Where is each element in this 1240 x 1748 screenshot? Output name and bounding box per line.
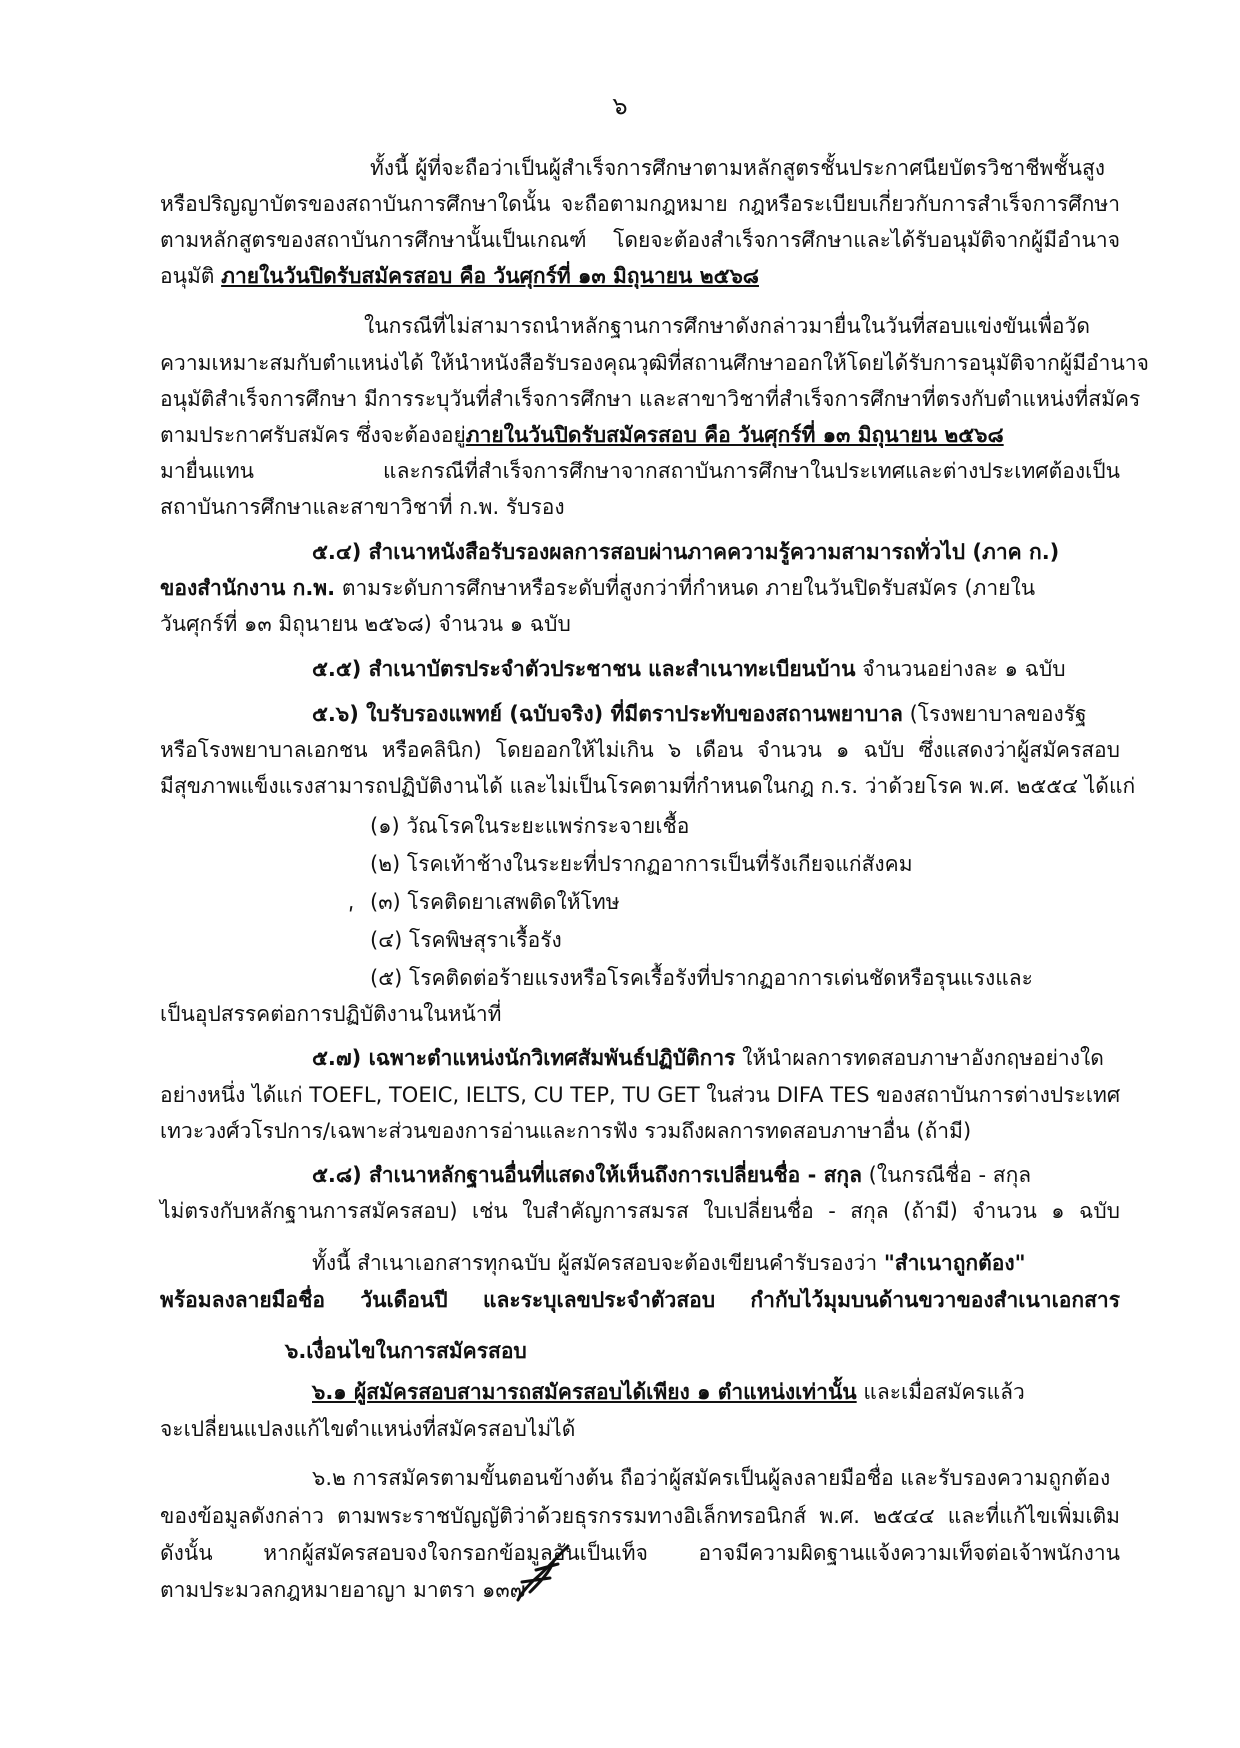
cert-quote: "สำเนาถูกต้อง" <box>883 1251 1026 1275</box>
disease-1: (๑) วัณโรคในระยะแพร่กระจายเชื้อ <box>370 814 690 838</box>
item-5-4-line-1: ๕.๔) สำเนาหนังสือรับรองผลการสอบผ่านภาคความรู้ความสามารถทั่วไป (ภาค ก.) <box>312 540 1060 564</box>
item-5-4-line-3: วันศุกร์ที่ ๑๓ มิถุนายน ๒๕๖๘) จำนวน ๑ ฉบับ <box>160 612 571 636</box>
item-5-4-line-2-rest: ตามระดับการศึกษาหรือระดับที่สูงกว่าที่กำหนด ภายในวันปิดรับสมัคร (ภายใน <box>335 576 1036 600</box>
rule-6-1-line-1 <box>312 1374 1120 1410</box>
disease-5-cont: เป็นอุปสรรคต่อการปฏิบัติงานในหน้าที่ <box>160 1002 502 1026</box>
p2-line-5: มายื่นแทน และกรณีที่สำเร็จการศึกษาจากสถาบันการศึกษาในประเทศและต่างประเทศต้องเป็น <box>160 459 1120 483</box>
item-5-7-rest: ให้นำผลการทดสอบภาษาอังกฤษอย่างใด <box>735 1046 1104 1070</box>
p2-line-1: ในกรณีที่ไม่สามารถนำหลักฐานการศึกษาดังกล่าวมายื่นในวันที่สอบแข่งขันเพื่อวัด <box>364 314 1090 338</box>
disease-4: (๔) โรคพิษสุราเรื้อรัง <box>370 928 562 952</box>
item-5-7-line-3: เทวะวงศ์วโรปการ/เฉพาะส่วนของการอ่านและการฟัง รวมถึงผลการทดสอบภาษาอื่น (ถ้ามี) <box>160 1119 972 1143</box>
handwritten-tick-mark: ʹ <box>348 905 355 930</box>
disease-2: (๒) โรคเท้าช้างในระยะที่ปรากฏอาการเป็นที่รังเกียจแก่สังคม <box>370 852 913 876</box>
rule-6-1-heading: ๖.๑ ผู้สมัครสอบสามารถสมัครสอบได้เพียง ๑ ตำแหน่งเท่านั้น <box>312 1380 857 1404</box>
p1-deadline: ภายในวันปิดรับสมัครสอบ คือ วันศุกร์ที่ ๑๓ มิถุนายน ๒๕๖๘ <box>221 264 759 288</box>
p2-line-4 <box>160 417 1120 453</box>
item-5-7-line-2: อย่างหนึ่ง ได้แก่ TOEFL, TOEIC, IELTS, CU TEP, TU GET ในส่วน DIFA TES ของสถาบันการต่างประเทศ <box>160 1083 1121 1107</box>
p2-deadline: ภายในวันปิดรับสมัครสอบ คือ วันศุกร์ที่ ๑๓ มิถุนายน ๒๕๖๘ <box>465 423 1004 447</box>
disease-5: (๕) โรคติดต่อร้ายแรงหรือโรคเรื้อรังที่ปรากฏอาการเด่นชัดหรือรุนแรงและ <box>370 966 1033 990</box>
item-5-6-heading: ๕.๖) ใบรับรองแพทย์ (ฉบับจริง) ที่มีตราประทับของสถานพยาบาล <box>312 702 903 726</box>
rule-6-2-line-2: ของข้อมูลดังกล่าว ตามพระราชบัญญัติว่าด้วยธุรกรรมทางอิเล็กทรอนิกส์ พ.ศ. ๒๕๔๔ และที่แก้ไขเพิ่มเติม <box>160 1504 1120 1528</box>
rule-6-2-line-1: ๖.๒ การสมัครตามขั้นตอนข้างต้น ถือว่าผู้สมัครเป็นผู้ลงลายมือชื่อ และรับรองความถูกต้อง <box>312 1466 1111 1490</box>
p2-line-4-lead: ตามประกาศรับสมัคร ซึ่งจะต้องอยู่ <box>160 423 466 447</box>
item-5-7-line-1 <box>312 1040 1120 1076</box>
section-6-title: ๖.เงื่อนไขในการสมัครสอบ <box>285 1339 527 1363</box>
handwritten-initial-signature <box>510 1530 580 1610</box>
rule-6-1-rest: และเมื่อสมัครแล้ว <box>856 1380 1025 1404</box>
p1-line-1: ทั้งนี้ ผู้ที่จะถือว่าเป็นผู้สำเร็จการศึกษาตามหลักสูตรชั้นประกาศนียบัตรวิชาชีพชั้นสูง <box>370 156 1106 180</box>
item-5-6-line-3: มีสุขภาพแข็งแรงสามารถปฏิบัติงานได้ และไม่เป็นโรคตามที่กำหนดในกฎ ก.ร. ว่าด้วยโรค พ.ศ. ๒๕๕๔ ได้แก่ <box>160 774 1136 798</box>
item-5-8-line-1 <box>312 1157 1120 1193</box>
item-5-7-heading: ๕.๗) เฉพาะตำแหน่งนักวิเทศสัมพันธ์ปฏิบัติการ <box>312 1046 736 1070</box>
disease-3: (๓) โรคติดยาเสพติดให้โทษ <box>370 890 620 914</box>
item-5-6-line-1 <box>312 696 1120 732</box>
cert-line-1 <box>312 1245 1120 1281</box>
item-5-5-rest: จำนวนอย่างละ ๑ ฉบับ <box>855 657 1066 681</box>
item-5-6-rest: (โรงพยาบาลของรัฐ <box>902 702 1087 726</box>
item-5-5-heading: ๕.๕) สำเนาบัตรประจำตัวประชาชน และสำเนาทะเบียนบ้าน <box>312 657 856 681</box>
item-5-5-line-1 <box>312 651 1120 687</box>
page-number: ๖ <box>612 92 628 120</box>
cert-line-2: พร้อมลงลายมือชื่อ วันเดือนปี และระบุเลขประจำตัวสอบ กำกับไว้มุมบนด้านขวาของสำเนาเอกสาร <box>160 1288 1120 1312</box>
item-5-8-heading: ๕.๘) สำเนาหลักฐานอื่นที่แสดงให้เห็นถึงการเปลี่ยนชื่อ - สกุล <box>312 1163 862 1187</box>
item-5-4-office: ของสำนักงาน ก.พ. <box>160 576 336 600</box>
rule-6-2-line-4: ตามประมวลกฎหมายอาญา มาตรา ๑๓๗ <box>160 1578 526 1602</box>
item-5-8-line-2: ไม่ตรงกับหลักฐานการสมัครสอบ) เช่น ใบสำคัญการสมรส ใบเปลี่ยนชื่อ - สกุล (ถ้ามี) จำนวน ๑ ฉบับ <box>160 1199 1120 1223</box>
p2-line-3: อนุมัติสำเร็จการศึกษา มีการระบุวันที่สำเร็จการศึกษา และสาขาวิชาที่สำเร็จการศึกษาที่ตรงกับตำแหน่งที่สมัคร <box>160 387 1141 411</box>
item-5-8-rest: (ในกรณีชื่อ - สกุล <box>862 1163 1032 1187</box>
item-5-4-line-2 <box>160 570 1120 606</box>
p1-line-2: หรือปริญญาบัตรของสถาบันการศึกษาใดนั้น จะถือตามกฎหมาย กฎหรือระเบียบเกี่ยวกับการสำเร็จการศึกษา <box>160 192 1120 216</box>
p2-line-6: สถาบันการศึกษาและสาขาวิชาที่ ก.พ. รับรอง <box>160 495 565 519</box>
rule-6-1-line-2: จะเปลี่ยนแปลงแก้ไขตำแหน่งที่สมัครสอบไม่ได้ <box>160 1417 576 1441</box>
p1-line-4-lead: อนุมัติ <box>160 264 222 288</box>
item-5-6-line-2: หรือโรงพยาบาลเอกชน หรือคลินิก) โดยออกให้ไม่เกิน ๖ เดือน จำนวน ๑ ฉบับ ซึ่งแสดงว่าผู้สมัครสอบ <box>160 738 1120 762</box>
p1-line-4 <box>160 258 1120 294</box>
cert-lead: ทั้งนี้ สำเนาเอกสารทุกฉบับ ผู้สมัครสอบจะต้องเขียนคำรับรองว่า <box>312 1251 884 1275</box>
p2-line-2: ความเหมาะสมกับตำแหน่งได้ ให้นำหนังสือรับรองคุณวุฒิที่สถานศึกษาออกให้โดยได้รับการอนุมัติจากผู้มีอำนาจ <box>160 351 1149 375</box>
rule-6-2-line-3: ดังนั้น หากผู้สมัครสอบจงใจกรอกข้อมูลอันเป็นเท็จ อาจมีความผิดฐานแจ้งความเท็จต่อเจ้าพนักงาน <box>160 1541 1120 1565</box>
p1-line-3: ตามหลักสูตรของสถาบันการศึกษานั้นเป็นเกณฑ์ โดยจะต้องสำเร็จการศึกษาและได้รับอนุมัติจากผู้มีอำนาจ <box>160 228 1120 252</box>
